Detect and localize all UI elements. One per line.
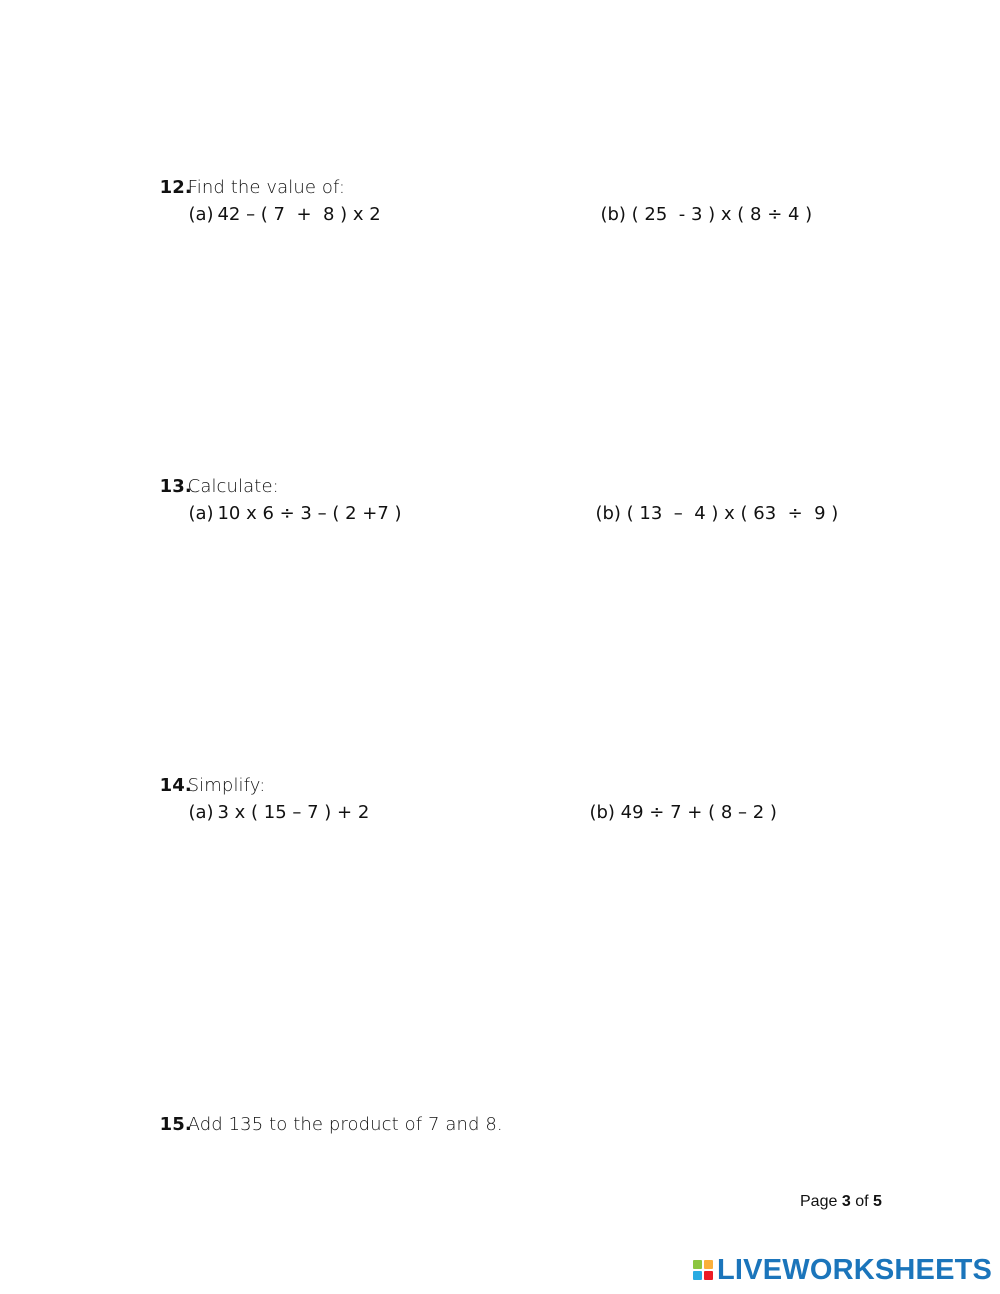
question-15 xyxy=(148,1093,503,1135)
current-page: 3 xyxy=(841,1193,851,1210)
part-label: (b) xyxy=(600,204,626,225)
question-number: 15. xyxy=(159,1114,192,1135)
part-expression: 3 x ( 15 – 7 ) + 2 xyxy=(217,802,370,823)
question-number: 13. xyxy=(159,476,192,497)
liveworksheets-logo xyxy=(693,1254,992,1286)
question-13-part-b xyxy=(584,482,838,524)
question-12-part-b xyxy=(589,183,812,225)
question-13-part-a xyxy=(177,482,402,524)
part-label: (b) xyxy=(589,802,615,823)
total-pages: 5 xyxy=(872,1193,882,1210)
liveworksheets-logo-icon xyxy=(693,1260,713,1280)
logo-square-3 xyxy=(693,1271,702,1280)
logo-square-2 xyxy=(704,1260,713,1269)
part-expression: ( 13 – 4 ) x ( 63 ÷ 9 ) xyxy=(626,503,839,524)
page-indicator xyxy=(800,1193,882,1211)
part-label: (a) xyxy=(188,503,214,524)
logo-square-1 xyxy=(693,1260,702,1269)
question-prompt: Simplify: xyxy=(187,775,266,796)
logo-square-4 xyxy=(704,1271,713,1280)
part-expression: 42 – ( 7 + 8 ) x 2 xyxy=(217,204,381,225)
question-prompt: Add 135 to the product of 7 and 8. xyxy=(187,1114,503,1135)
part-expression: 10 x 6 ÷ 3 – ( 2 +7 ) xyxy=(217,503,402,524)
part-label: (b) xyxy=(595,503,621,524)
part-expression: 49 ÷ 7 + ( 8 – 2 ) xyxy=(620,802,777,823)
question-number: 12. xyxy=(159,177,192,198)
question-prompt: Calculate: xyxy=(187,476,279,497)
question-14-part-b xyxy=(578,781,777,823)
part-label: (a) xyxy=(188,802,214,823)
logo-text: LIVEWORKSHEETS xyxy=(717,1253,993,1286)
question-14-part-a xyxy=(177,781,369,823)
question-prompt: Find the value of: xyxy=(187,177,345,198)
part-expression: ( 25 - 3 ) x ( 8 ÷ 4 ) xyxy=(631,204,813,225)
question-12-part-a xyxy=(177,183,381,225)
of-word: of xyxy=(855,1193,869,1210)
page-word: Page xyxy=(800,1193,838,1210)
part-label: (a) xyxy=(188,204,214,225)
question-number: 14. xyxy=(159,775,192,796)
